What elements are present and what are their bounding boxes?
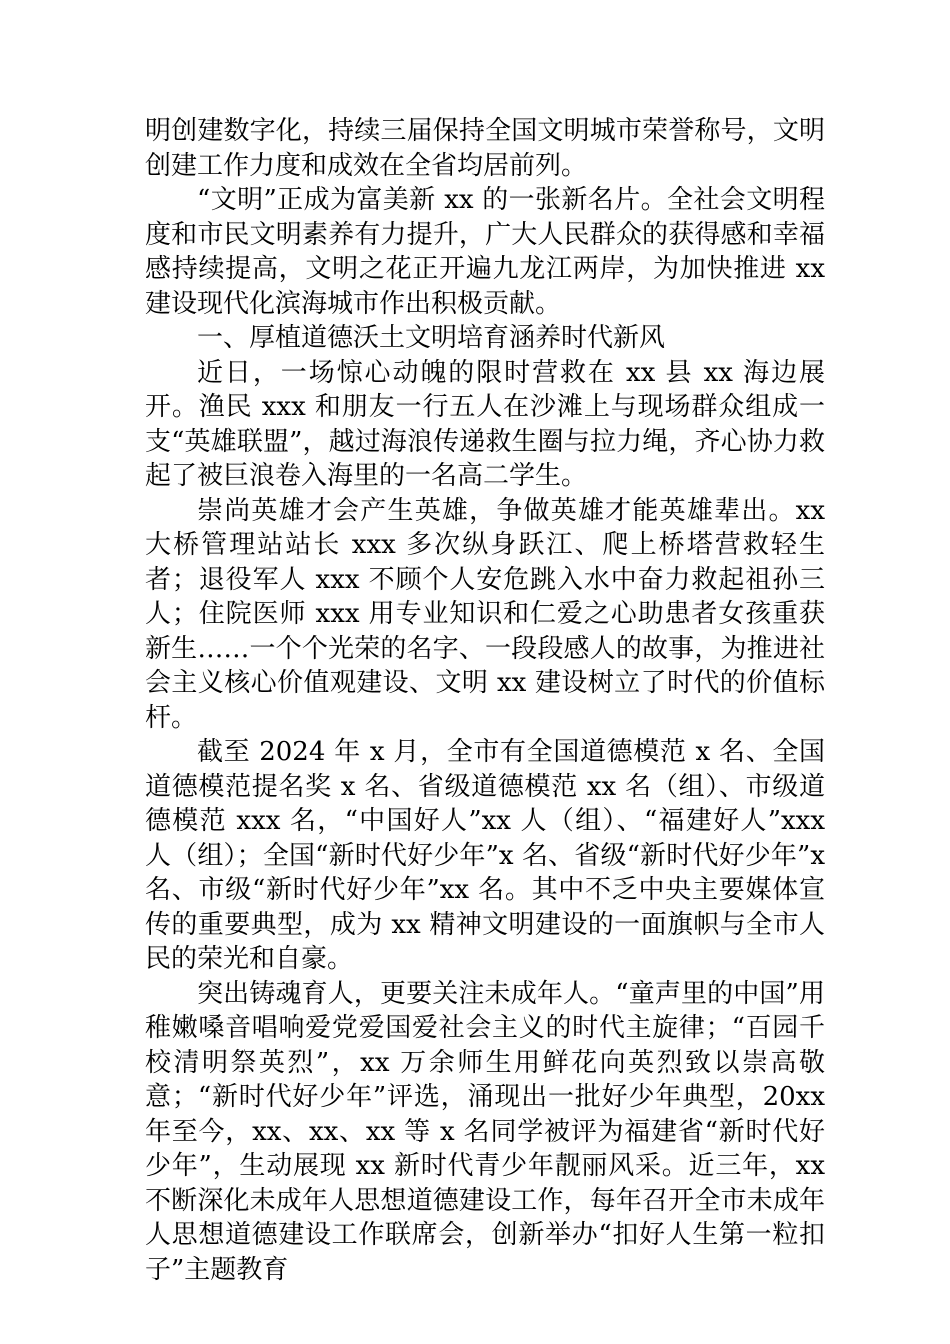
section-heading: 一、厚植道德沃土文明培育涵养时代新风 xyxy=(197,323,666,353)
paragraph-statistics: 截至 2024 年 x 月，全市有全国道德模范 x 名、全国道德模范提名奖 x 名、省级道德模范 xx 名（组）、市级道德模范 xxx 名，“中国好人”xx 人（组）、“福建好人”xxx 人（组）；全国“新时代好少年”x 名、省级“新时代好少年”x 名、市级“新时代好少年”xx 名。其中不乏中央主要媒体宣传的重要典型，成为 xx 精神文明建设的一面旗帜与全市人民的荣光和自豪。 xyxy=(145,737,825,974)
paragraph-civilization-card: “文明”正成为富美新 xx 的一张新名片。全社会文明程度和市民文明素养有力提升，广大人民群众的获得感和幸福感持续提高，文明之花正开遍九龙江两岸，为加快推进 xx 建设现代化滨海城市作出积极贡献。 xyxy=(145,185,825,319)
paragraph-youth: 突出铸魂育人，更要关注未成年人。“童声里的中国”用稚嫩嗓音唱响爱党爱国爱社会主义的时代主旋律；“百园千校清明祭英烈”，xx 万余师生用鲜花向英烈致以崇高敬意；“新时代好少年”评选，涌现出一批好少年典型，20xx 年至今，xx、xx、xx 等 x 名同学被评为福建省“新时代好少年”，生动展现 xx 新时代青少年靓丽风采。近三年，xx 不断深化未成年人思想道德建设工作，每年召开全市未成年人思想道德建设工作联席会，创新举办“扣好人生第一粒扣子”主题教育 xyxy=(145,978,825,1285)
paragraph-rescue: 近日，一场惊心动魄的限时营救在 xx 县 xx 海边展开。渔民 xxx 和朋友一行五人在沙滩上与现场群众组成一支“英雄联盟”，越过海浪传递救生圈与拉力绳，齐心协力救起了被巨浪卷入海里的一名高二学生。 xyxy=(145,357,825,491)
paragraph-heroes: 崇尚英雄才会产生英雄，争做英雄才能英雄辈出。xx 大桥管理站站长 xxx 多次纵身跃江、爬上桥塔营救轻生者；退役军人 xxx 不顾个人安危跳入水中奋力救起祖孙三人；住院医师 xxx 用专业知识和仁爱之心助患者女孩重获新生……一个个光荣的名字、一段段感人的故事，为推进社会主义核心价值观建设、文明 xx 建设树立了时代的价值标杆。 xyxy=(145,495,825,733)
paragraph-continuation: 明创建数字化，持续三届保持全国文明城市荣誉称号，文明创建工作力度和成效在全省均居前列。 xyxy=(145,116,825,181)
document-body xyxy=(145,114,825,1287)
